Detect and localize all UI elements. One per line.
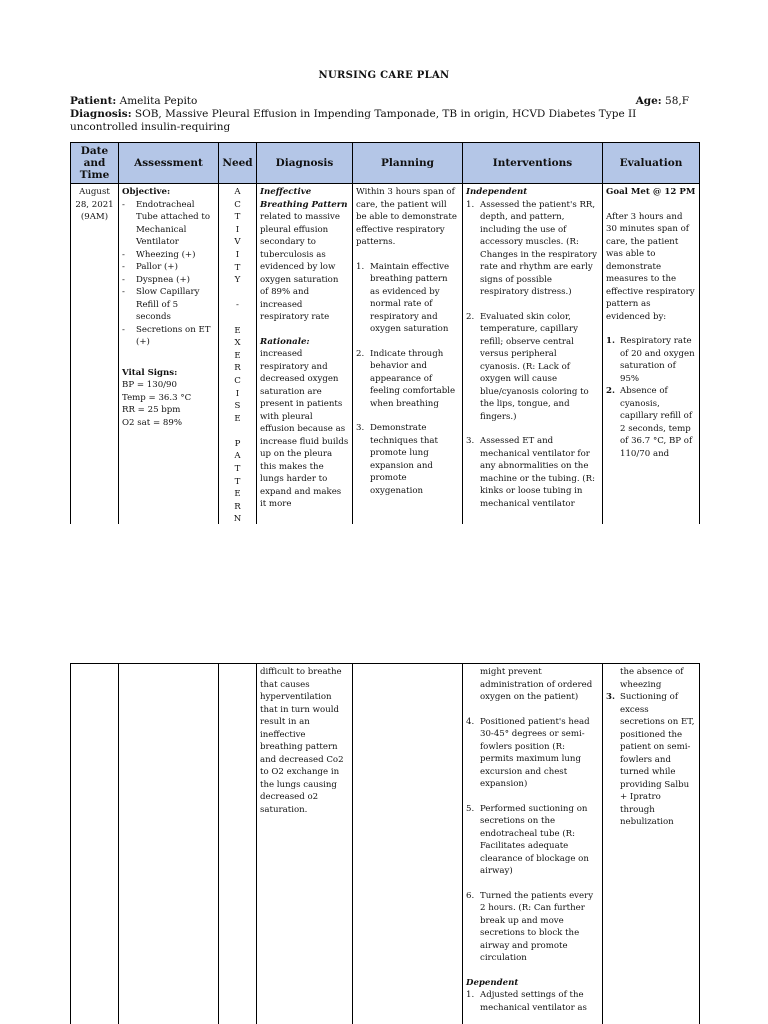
age-label: Age: xyxy=(635,95,662,107)
list-item: Slow Capillary Refill of 5 seconds xyxy=(136,287,200,322)
header-diagnosis: Diagnosis xyxy=(257,143,353,184)
assessment-list: - Endotracheal Tube attached to Mechanical Ventilator - Wheezing (+) - Pallor (+) - Dyspnea (+) - Slow Capillary Refill of 5 seconds - Secretions on ET (+) xyxy=(122,199,215,349)
list-item: 1. Adjusted settings of the mechanical ventilator as xyxy=(466,990,587,1013)
interventions-cell-cont xyxy=(463,664,603,1024)
need-letter: E xyxy=(234,325,241,336)
diagnosis-label: Diagnosis: xyxy=(70,108,132,120)
need-cell-cont xyxy=(219,664,257,1024)
date-cell: August 28, 2021 (9AM) xyxy=(71,184,119,525)
need-letter: - xyxy=(236,300,239,311)
rationale-label: Rationale: xyxy=(260,336,310,347)
assessment-cell-cont xyxy=(119,664,219,1024)
list-item: 5. Performed suctioning on secretions on the endotracheal tube (R: Facilitates adequate clearance of blockage on airway) xyxy=(466,803,589,876)
need-letter: E xyxy=(234,413,241,424)
need-letter: N xyxy=(233,514,242,524)
diagnosis-title: Ineffective Breathing Pattern xyxy=(260,187,348,210)
need-letter: E xyxy=(234,489,241,500)
header-evaluation: Evaluation xyxy=(603,143,700,184)
need-letter: V xyxy=(234,237,241,248)
header-planning: Planning xyxy=(353,143,463,184)
need-letter: I xyxy=(235,249,240,260)
intervention-cont: might prevent administration of ordered oxygen on the patient) xyxy=(480,667,593,702)
need-letter: A xyxy=(234,187,241,197)
list-item: 1. Maintain effective breathing pattern as evidenced by normal rate of respiratory and oxygen saturation xyxy=(356,261,450,334)
vital-bp: BP = 130/90 xyxy=(122,380,177,390)
goal-met: Goal Met @ 12 PM xyxy=(606,187,696,197)
list-item: 6. Turned the patients every 2 hours. (R: Can further break up and move secretions to block the airway and promote circulation xyxy=(466,890,594,963)
list-item: 2. Absence of cyanosis, capillary refill of 2 seconds, temp of 36.7 °C, BP of 110/70 and xyxy=(606,386,693,459)
list-item: 3. Assessed ET and mechanical ventilator for any abnormalities on the machine or the tubing. (R: kinks or loose tubing in mechanical ventilator xyxy=(466,436,595,509)
header-assessment: Assessment xyxy=(119,143,219,184)
need-letter: E xyxy=(234,350,241,361)
header-date: Date and Time xyxy=(71,143,119,184)
need-letter: T xyxy=(234,262,241,273)
list-item: 1. Assessed the patient's RR, depth, and pattern, including the use of accessory muscles. (R: Changes in the respiratory rate and rhythm are early signs of possible respiratory distress.) xyxy=(466,199,597,297)
list-item: 1. Respiratory rate of 20 and oxygen saturation of 95% xyxy=(606,336,695,384)
need-letter: C xyxy=(234,199,241,210)
need-letter: T xyxy=(234,476,241,487)
list-item: Dyspnea (+) xyxy=(136,274,191,285)
list-item: Endotracheal Tube attached to Mechanical Ventilator xyxy=(136,199,211,247)
list-item: 4. Positioned patient's head 30-45° degrees or semi-fowlers position (R: permits maximum lung excursion and chest expansion) xyxy=(466,716,590,789)
list-item: Wheezing (+) xyxy=(136,249,196,260)
planning-cell-cont xyxy=(353,664,463,1024)
independent-label: Independent xyxy=(466,187,528,197)
age-value: 58,F xyxy=(661,95,689,107)
care-plan-table-page2 xyxy=(70,663,700,1024)
diagnosis-cell-cont xyxy=(257,664,353,1024)
list-item: 2. Indicate through behavior and appearance of feeling comfortable when breathing xyxy=(356,348,456,409)
evaluation-cont: the absence of wheezing xyxy=(620,667,684,690)
diagnosis-text: related to massive pleural effusion secondary to tuberculosis as evidenced by low oxygen saturation of 89% and increased respiratory rate xyxy=(260,212,340,322)
vital-o2: O2 sat = 89% xyxy=(122,417,182,428)
vital-signs-label: Vital Signs: xyxy=(122,367,178,378)
need-letter: R xyxy=(234,501,241,512)
need-letter: A xyxy=(234,451,241,462)
rationale-text-cont: difficult to breathe that causes hyperventilation that in turn would result in an ineffective breathing pattern and decreased Co2 to O2 exchange in the lungs causing decreased o2 saturation. xyxy=(260,667,344,815)
patient-name: Amelita Pepito xyxy=(116,95,198,107)
header-need: Need xyxy=(219,143,257,184)
list-item: 2. Evaluated skin color, temperature, capillary refill; observe central versus peripheral cyanosis. (R: Lack of oxygen will cause blue/cyanosis coloring to the lips, tongue, and fingers.) xyxy=(466,311,589,422)
objective-label: Objective: xyxy=(122,187,171,197)
dependent-label: Dependent xyxy=(466,977,519,988)
list-item: Pallor (+) xyxy=(136,262,178,272)
title: NURSING CARE PLAN xyxy=(318,70,450,81)
need-letter: C xyxy=(234,375,241,386)
rationale-text: increased respiratory and decreased oxygen saturation are present in patients with pleural effusion because as increase fluid builds up on the pleura this makes the lungs harder to expand and makes it more xyxy=(260,349,349,509)
need-letter: S xyxy=(234,401,241,412)
need-letter: X xyxy=(234,338,241,349)
need-letter: Y xyxy=(234,275,241,286)
diagnosis-text: SOB, Massive Pleural Effusion in Impending Tamponade, TB in origin, HCVD Diabetes Type II uncontrolled insulin-requiring xyxy=(70,108,637,133)
list-item: Secretions on ET (+) xyxy=(136,324,211,347)
list-item: 3. Demonstrate techniques that promote lung expansion and promote oxygenation xyxy=(356,423,438,496)
need-letter: I xyxy=(235,388,240,399)
need-letter: T xyxy=(234,464,241,475)
evaluation-cell-cont xyxy=(603,664,700,1024)
need-letter: P xyxy=(234,438,241,449)
need-letter: T xyxy=(234,212,241,223)
vital-temp: Temp = 36.3 °C xyxy=(122,392,192,403)
vital-rr: RR = 25 bpm xyxy=(122,405,181,415)
patient-label: Patient: xyxy=(70,95,117,107)
need-letter: R xyxy=(234,363,241,374)
evaluation-text: After 3 hours and 30 minutes span of care, the patient was able to demonstrate measures to the effective respiratory pattern as evidenced by: xyxy=(606,211,695,322)
header-interventions: Interventions xyxy=(463,143,603,184)
planning-intro: Within 3 hours span of care, the patient will be able to demonstrate effective respiratory patterns. xyxy=(356,187,457,247)
date-cell-cont xyxy=(71,664,119,1024)
list-item: 3. Suctioning of excess secretions on ET, positioned the patient on semi-fowlers and turned while providing Salbu + Ipratro through nebulization xyxy=(606,692,695,827)
need-letter: I xyxy=(235,224,240,235)
